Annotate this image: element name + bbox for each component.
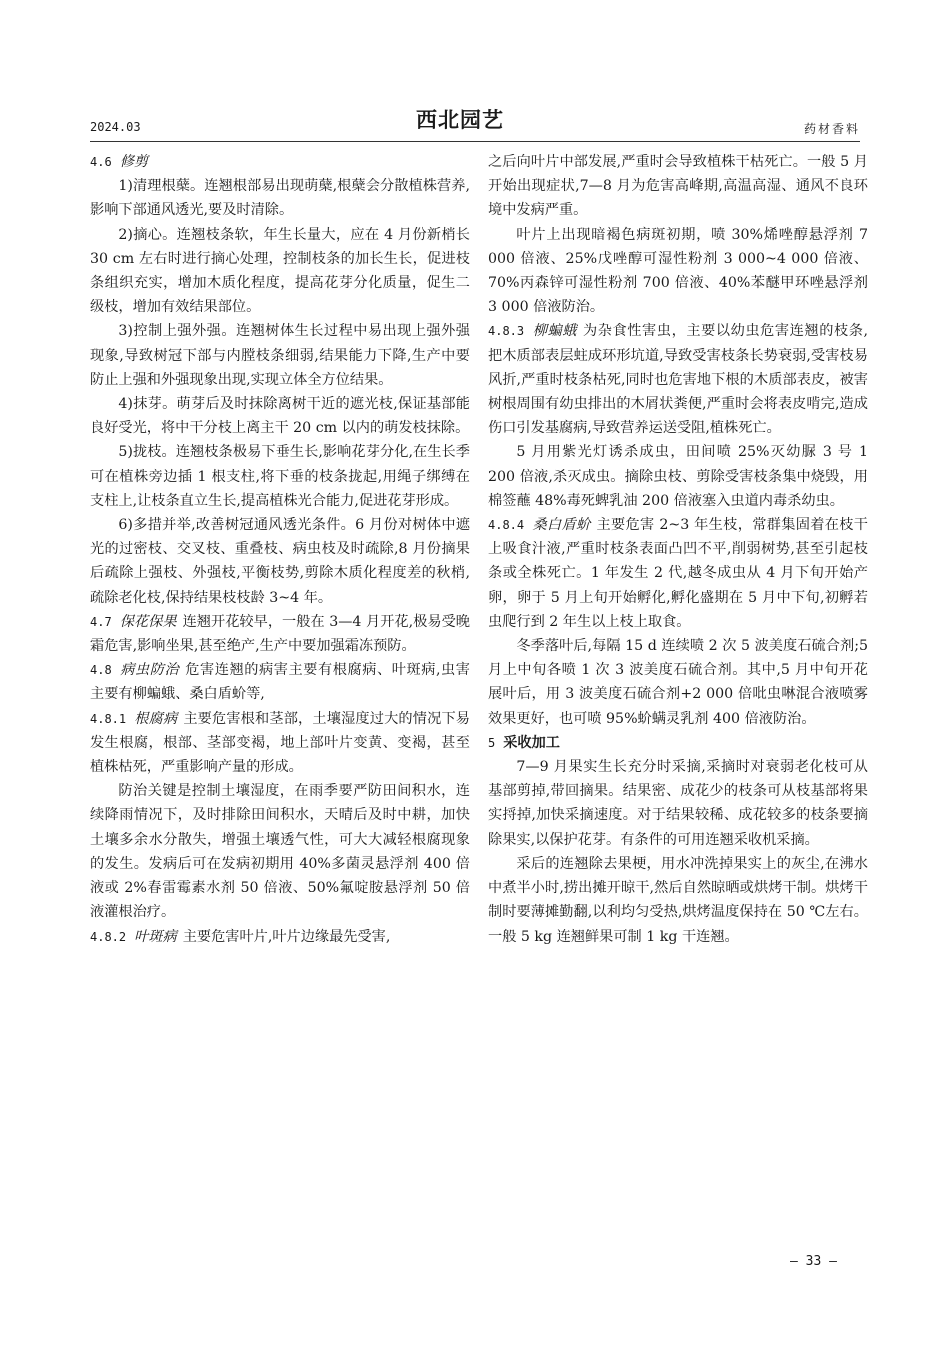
right-column	[488, 150, 868, 949]
section-title: 病虫防治	[119, 662, 180, 679]
body-paragraph: 6)多措并举,改善树冠通风透光条件。6 月份对树体中遮光的过密枝、交叉枝、重叠枝、病虫枝及时疏除,8 月份摘果后疏除上强枝、外强枝,平衡枝势,剪除木质化程度差的秋梢,疏除老化枝,保持结果枝枝龄 3~4 年。	[90, 517, 470, 606]
section-text: 连翘开花较早，一般在 3—4 月开花,极易受晚霜危害,影响坐果,甚至绝产,生产中要加强霜冻预防。	[90, 613, 470, 655]
page-header	[90, 100, 860, 140]
body-paragraph: 3)控制上强外强。连翘树体生长过程中易出现上强外强现象,导致树冠下部与内膛枝条细弱,结果能力下降,生产中要防止上强和外强现象出现,实现立体全方位结果。	[90, 323, 470, 388]
section-number: 4.6	[90, 155, 112, 169]
issue-date: 2024.03	[90, 120, 141, 134]
body-paragraph: 2)摘心。连翘枝条软，年生长量大，应在 4 月份新梢长 30 cm 左右时进行摘心处理，控制枝条的加长生长，促进枝条组织充实，增加木质化程度，提高花芽分化质量，促生二级枝，增加有效结果部位。	[90, 226, 470, 316]
section-number: 4.8.3	[488, 324, 525, 339]
section-number: 4.8.2	[90, 929, 127, 944]
left-column	[90, 150, 470, 949]
body-paragraph: 叶片上出现暗褐色病斑初期，喷 30%烯唑醇悬浮剂 7 000 倍液、25%戊唑醇可湿性粉剂 3 000~4 000 倍液、70%丙森锌可湿性粉剂 700 倍液、40%苯醚甲环唑悬浮剂 3 000 倍液防治。	[488, 226, 868, 316]
section-number: 4.8.1	[90, 711, 127, 726]
section-number: 4.7	[90, 614, 112, 629]
subsection-paragraph	[90, 925, 470, 949]
section-title: 修剪	[119, 154, 149, 170]
body-paragraph: 1)清理根蘖。连翘根部易出现萌蘖,根蘖会分散植株营养,影响下部通风透光,要及时清除。	[90, 178, 470, 219]
section-text: 危害连翘的病害主要有根腐病、叶斑病,虫害主要有柳蝙蛾、桑白盾蚧等,	[90, 662, 470, 703]
section-title: 采收加工	[503, 734, 560, 751]
page-number: — 33 —	[790, 1254, 837, 1269]
subsection-paragraph	[488, 319, 868, 440]
subsection-paragraph	[90, 610, 470, 658]
section-text: 主要危害叶片,叶片边缘最先受害,	[182, 928, 391, 945]
body-paragraph: 防治关键是控制土壤湿度，在雨季要严防田间积水，连续降雨情况下，及时排除田间积水，天晴后及时中耕，加快土壤多余水分散失，增强土壤透气性，可大大减轻根腐现象的发生。发病后可在发病初期用 40%多菌灵悬浮剂 400 倍液或 2%春雷霉素水剂 50 倍液、50%氟啶胺悬浮剂 50 倍液灌根治疗。	[90, 783, 470, 921]
body-paragraph: 之后向叶片中部发展,严重时会导致植株干枯死亡。一般 5 月开始出现症状,7—8 月为危害高峰期,高温高湿、通风不良环境中发病严重。	[488, 154, 868, 219]
subsection-paragraph	[90, 707, 470, 780]
body-paragraph: 采后的连翘除去果梗，用水冲洗掉果实上的灰尘,在沸水中煮半小时,捞出摊开晾干,然后自然晾晒或烘烤干制。烘烤干制时要薄摊勤翻,以利均匀受热,烘烤温度保持在 50 ℃左右。一般 5 kg 连翘鲜果可制 1 kg 干连翘。	[488, 855, 868, 945]
section-text: 主要危害根和茎部，土壤湿度过大的情况下易发生根腐，根部、茎部变褐，地上部叶片变黄、变褐，甚至植株枯死，严重影响产量的形成。	[90, 710, 470, 776]
section-text: 主要危害 2~3 年生枝，常群集固着在枝干上吸食汁液,严重时枝条表面凸凹不平,削弱树势,甚至引起枝条或全株死亡。1 年发生 2 代,越冬成虫从 4 月下旬开始产卵，卵于 5 月上旬开始孵化,孵化盛期在 5 月中下旬,初孵若虫爬行到 2 年生以上枝上取食。	[488, 517, 868, 630]
journal-logo: 西北园艺	[416, 107, 504, 132]
body-paragraph: 4)抹芽。萌芽后及时抹除离树干近的遮光枝,保证基部能良好受光，将中干分枝上离主干 20 cm 以内的萌发枝抹除。	[90, 396, 470, 437]
subsection-paragraph	[90, 150, 470, 174]
column-name: 药材香料	[803, 122, 860, 136]
body-paragraph: 7—9 月果实生长充分时采摘,采摘时对衰弱老化枝可从基部剪掉,带回摘果。结果密、成花少的枝条可从枝基部将果实捋掉,加快采摘速度。对于结果较稀、成花较多的枝条要摘除果实,以保护花芽。有条件的可用连翘采收机采摘。	[488, 759, 868, 848]
section-title: 桑白盾蚧	[532, 517, 591, 534]
section-title: 根腐病	[134, 710, 178, 727]
section-number: 4.8.4	[488, 518, 525, 533]
section-title: 叶斑病	[134, 928, 177, 945]
subsection-paragraph	[488, 513, 868, 634]
header-rule	[90, 141, 860, 142]
subsection-paragraph	[90, 658, 470, 706]
section-title: 保花保果	[119, 613, 177, 630]
section-title: 柳蝙蛾	[532, 323, 577, 340]
body-paragraph: 5 月用紫光灯诱杀成虫，田间喷 25%灭幼脲 3 号 1 200 倍液,杀灭成虫。摘除虫枝、剪除受害枝条集中烧毁，用棉签蘸 48%毒死蜱乳油 200 倍液塞入虫道内毒杀幼虫。	[488, 444, 868, 509]
body-paragraph: 冬季落叶后,每隔 15 d 连续喷 2 次 5 波美度石硫合剂;5 月上中旬各喷 1 次 3 波美度石硫合剂。其中,5 月中旬开花展叶后，用 3 波美度石硫合剂+2 000 倍吡虫啉混合液喷雾效果更好，也可喷 95%蚧螨灵乳剂 400 倍液防治。	[488, 638, 868, 727]
body-paragraph: 5)拢枝。连翘枝条极易下垂生长,影响花芽分化,在生长季可在植株旁边插 1 根支柱,将下垂的枝条拢起,用绳子绑缚在支柱上,让枝条直立生长,提高植株光合能力,促进花芽形成。	[90, 444, 470, 509]
section-text: 为杂食性害虫，主要以幼虫危害连翘的枝条,把木质部表层蛀成环形坑道,导致受害枝条长势衰弱,受害枝易风折,严重时枝条枯死,同时也危害地下根的木质部表皮，被害树根周围有幼虫排出的木屑状粪便,严重时会将表皮啃完,造成伤口引发基腐病,导致营养运送受阻,植株死亡。	[488, 323, 868, 437]
section-number: 4.8	[90, 663, 112, 678]
section-number: 5	[488, 735, 496, 750]
section-heading	[488, 731, 868, 755]
